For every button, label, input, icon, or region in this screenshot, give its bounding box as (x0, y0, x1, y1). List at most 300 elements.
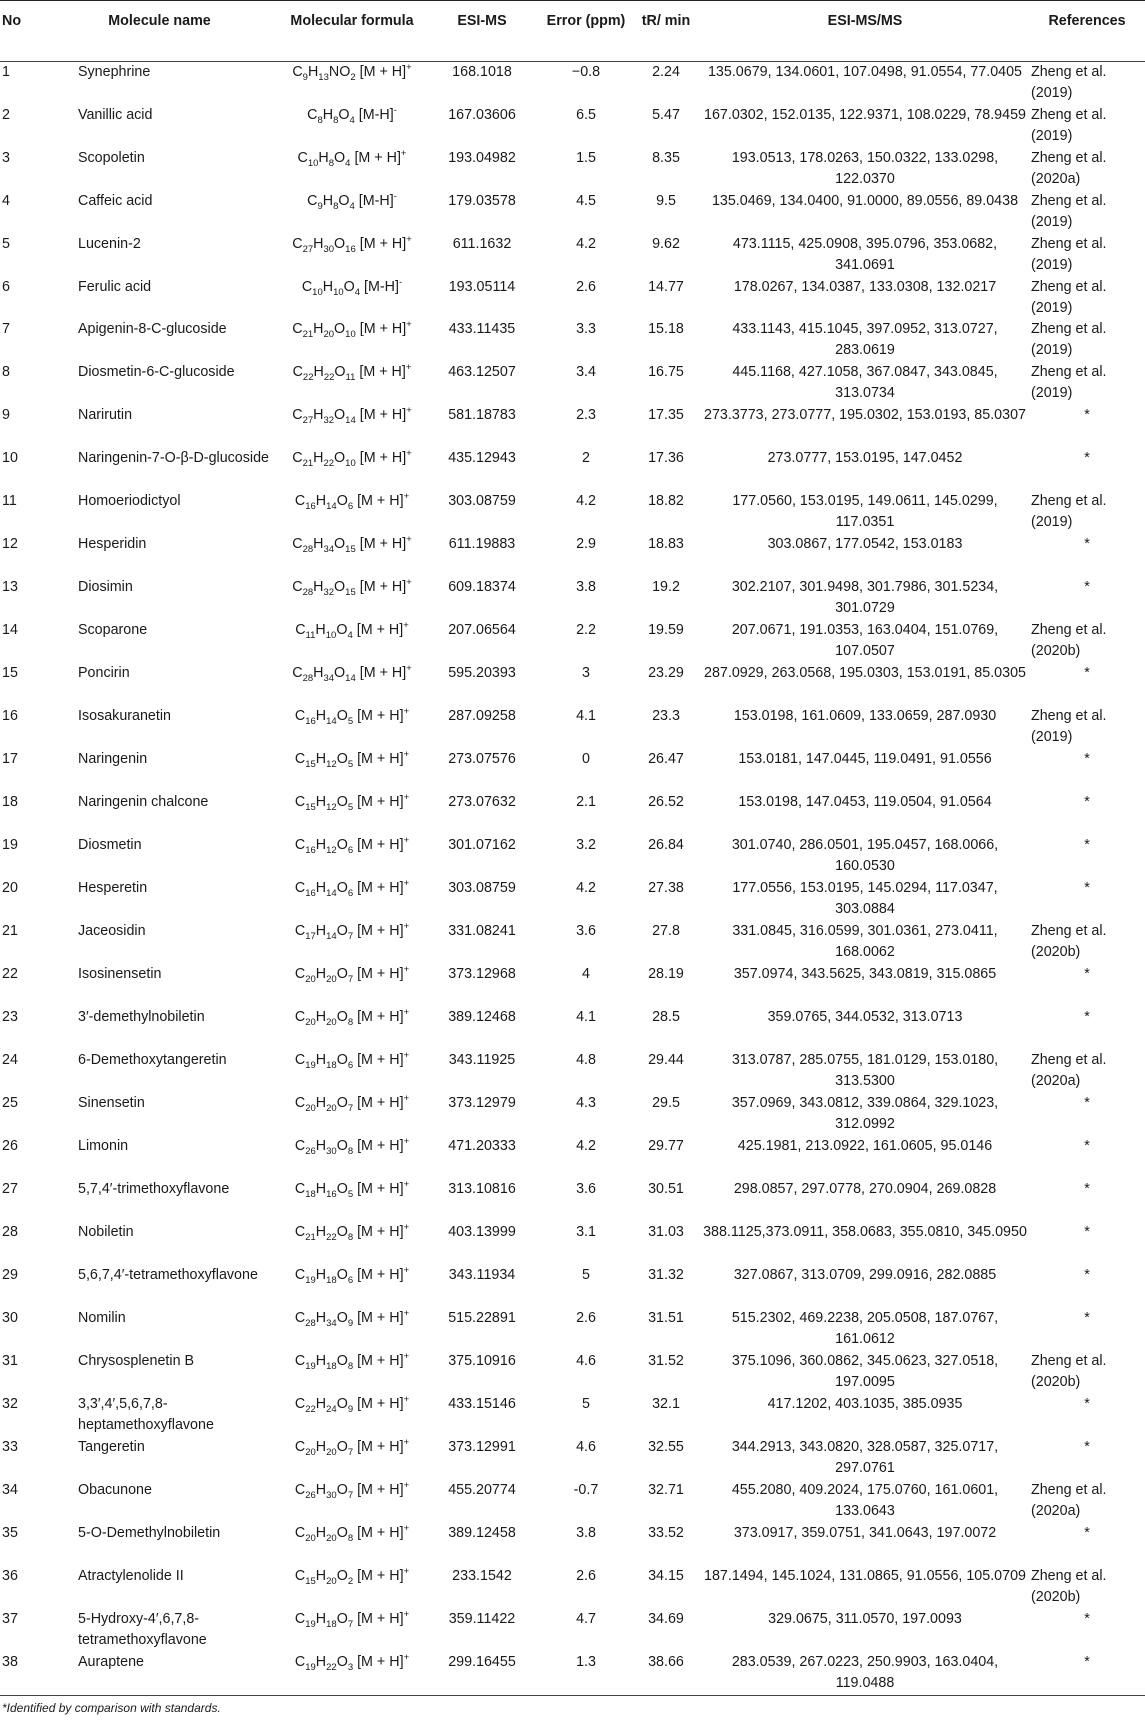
row-retention-time: 23.29 (648, 665, 684, 681)
row-retention-time: 34.69 (648, 1611, 684, 1627)
row-error: 4.3 (576, 1095, 596, 1111)
row-esi-msms: 193.0513, 178.0263, 150.0322, 133.0298, 122.0370 (731, 150, 999, 187)
row-molecular-formula: $C_{16}H_{14}O_5$ [M + H]+ (294, 706, 410, 727)
row-retention-time: 9.5 (656, 193, 676, 209)
row-molecular-formula: $C_{21}H_{22}O_{10}$ [M + H]+ (292, 448, 412, 469)
row-esi-msms: 273.3773, 273.0777, 195.0302, 153.0193, 85.0307 (704, 407, 1026, 423)
row-error: 3.3 (576, 321, 596, 337)
row-retention-time: 26.84 (648, 837, 684, 853)
row-esi-ms: 303.08759 (448, 493, 516, 509)
table-row (0, 1308, 1145, 1351)
table-row (0, 1136, 1145, 1179)
row-no: 22 (2, 966, 18, 982)
row-molecular-formula: $C_{16}H_{14}O_6$ [M + H]+ (294, 878, 410, 899)
row-no: 19 (2, 837, 18, 853)
table-row (0, 1050, 1145, 1093)
row-error: 2.2 (576, 622, 596, 638)
row-retention-time: 2.24 (652, 64, 680, 80)
row-molecule-name: Apigenin-8-C-glucoside (78, 321, 227, 337)
row-esi-msms: 329.0675, 311.0570, 197.0093 (768, 1611, 962, 1627)
row-molecule-name: Isosakuranetin (78, 708, 171, 724)
row-esi-msms: 344.2913, 343.0820, 328.0587, 325.0717, 297.0761 (731, 1439, 999, 1476)
row-no: 29 (2, 1267, 18, 1283)
row-esi-msms: 417.1202, 403.1035, 385.0935 (767, 1396, 963, 1412)
table-row (0, 1609, 1145, 1652)
row-error: 2.6 (576, 279, 596, 295)
row-retention-time: 27.8 (652, 923, 680, 939)
row-molecular-formula: $C_{26}H_{30}O_8$ [M + H]+ (294, 1136, 410, 1157)
row-molecular-formula: $C_{21}H_{20}O_{10}$ [M + H]+ (292, 319, 412, 340)
row-reference: Zheng et al. (2020a) (1031, 1482, 1107, 1519)
row-reference: Zheng et al. (2020a) (1031, 150, 1107, 187)
header-row (0, 1, 1145, 62)
row-esi-ms: 299.16455 (423, 1652, 541, 1696)
table-row (0, 319, 1145, 362)
row-esi-ms: 403.13999 (448, 1224, 516, 1240)
table-row (0, 1480, 1145, 1523)
row-retention-time: 5.47 (652, 107, 680, 123)
row-error: 5 (582, 1396, 590, 1412)
row-error: 2.6 (576, 1568, 596, 1584)
row-molecular-formula: $C_{20}H_{20}O_7$ [M + H]+ (294, 1437, 410, 1458)
table-row (0, 448, 1145, 491)
row-molecular-formula: $C_8H_8O_4$ [M-H]- (307, 105, 397, 126)
row-molecular-formula: $C_{21}H_{22}O_8$ [M + H]+ (294, 1222, 410, 1243)
row-esi-msms: 187.1494, 145.1024, 131.0865, 91.0556, 105.0709 (704, 1568, 1026, 1584)
row-reference: * (1084, 1224, 1090, 1240)
row-esi-msms: 177.0556, 153.0195, 145.0294, 117.0347, 303.0884 (732, 880, 998, 917)
row-molecular-formula: $C_{28}H_{32}O_{15}$ [M + H]+ (292, 577, 412, 598)
table-row (0, 1523, 1145, 1566)
row-esi-msms: 433.1143, 415.1045, 397.0952, 313.0727, 283.0619 (732, 321, 998, 358)
row-no: 31 (2, 1353, 18, 1369)
row-molecule-name: 5,7,4′-trimethoxyflavone (78, 1181, 230, 1197)
row-no: 36 (2, 1568, 18, 1584)
table-row (0, 1437, 1145, 1480)
row-reference: * (1084, 665, 1090, 681)
row-no: 24 (2, 1052, 18, 1068)
row-error: -0.7 (573, 1482, 599, 1498)
row-molecule-name: Naringenin-7-O-β-D-glucoside (78, 450, 269, 466)
row-error: 3.6 (576, 923, 596, 939)
row-retention-time: 26.47 (648, 751, 684, 767)
row-esi-ms: 303.08759 (448, 880, 516, 896)
row-retention-time: 29.5 (652, 1095, 680, 1111)
header-molecular-formula: Molecular formula (281, 1, 423, 62)
row-no: 23 (2, 1009, 18, 1025)
row-error: 1.3 (541, 1652, 631, 1696)
row-molecule-name: Scopoletin (78, 150, 145, 166)
row-no: 15 (2, 665, 18, 681)
row-molecular-formula: $C_{10}H_{10}O_4$ [M-H]- (301, 277, 403, 298)
row-reference: * (1084, 536, 1090, 552)
row-esi-ms: 331.08241 (448, 923, 516, 939)
header-molecule-name: Molecule name (38, 1, 281, 62)
row-molecule-name: Nomilin (78, 1310, 126, 1326)
row-molecule-name: Naringenin (78, 751, 148, 767)
row-reference: Zheng et al. (2019) (1031, 321, 1107, 358)
row-molecular-formula: $C_{26}H_{30}O_7$ [M + H]+ (294, 1480, 410, 1501)
table-row (0, 148, 1145, 191)
row-retention-time: 29.77 (648, 1138, 684, 1154)
row-esi-msms: 473.1115, 425.0908, 395.0796, 353.0682, 341.0691 (732, 236, 998, 273)
row-error: 4.1 (576, 1009, 596, 1025)
row-error: 6.5 (576, 107, 596, 123)
row-esi-msms: 177.0560, 153.0195, 149.0611, 145.0299, 117.0351 (732, 493, 998, 530)
row-molecular-formula: $C_{28}H_{34}O_{15}$ [M + H]+ (292, 534, 412, 555)
table-row (0, 1265, 1145, 1308)
table-row (0, 105, 1145, 148)
row-reference: * (1084, 751, 1090, 767)
table-row (0, 577, 1145, 620)
row-esi-ms: 611.1632 (452, 236, 512, 252)
table-row (0, 534, 1145, 577)
row-esi-msms: 313.0787, 285.0755, 181.0129, 153.0180, 313.5300 (731, 1052, 999, 1089)
row-molecule-name: Tangeretin (78, 1439, 145, 1455)
row-retention-time: 31.03 (648, 1224, 684, 1240)
row-molecule-name: Auraptene (38, 1652, 281, 1696)
header-retention-time: tR/ min (631, 1, 701, 62)
table-row (0, 1566, 1145, 1609)
row-esi-ms: 343.11925 (448, 1052, 516, 1068)
row-no: 32 (2, 1396, 18, 1412)
row-reference: * (1084, 1396, 1090, 1412)
table-row (0, 1222, 1145, 1265)
row-esi-ms: 373.12968 (448, 966, 516, 982)
row-reference: Zheng et al. (2019) (1031, 107, 1107, 144)
row-esi-ms: 471.20333 (448, 1138, 516, 1154)
row-esi-msms: 153.0181, 147.0445, 119.0491, 91.0556 (738, 751, 992, 767)
row-error: 0 (582, 751, 590, 767)
row-error: 2.9 (576, 536, 596, 552)
row-esi-msms: 357.0974, 343.5625, 343.0819, 315.0865 (733, 966, 997, 982)
row-molecule-name: Naringenin chalcone (78, 794, 209, 810)
table-row (0, 964, 1145, 1007)
row-molecular-formula: $C_{18}H_{16}O_5$ [M + H]+ (294, 1179, 410, 1200)
row-esi-ms: 373.12979 (448, 1095, 516, 1111)
table-row (0, 792, 1145, 835)
row-no: 8 (2, 364, 10, 380)
row-esi-ms: 455.20774 (448, 1482, 516, 1498)
table-row (0, 878, 1145, 921)
row-reference: * (1084, 407, 1090, 423)
row-molecule-name: Sinensetin (78, 1095, 145, 1111)
table-row (0, 749, 1145, 792)
row-no: 13 (2, 579, 18, 595)
row-no: 12 (2, 536, 18, 552)
row-esi-ms: 273.07576 (448, 751, 516, 767)
header-error: Error (ppm) (541, 1, 631, 62)
row-retention-time: 14.77 (648, 279, 684, 295)
row-retention-time: 19.2 (652, 579, 680, 595)
row-molecular-formula: $C_{19}H_{18}O_7$ [M + H]+ (294, 1609, 410, 1630)
row-reference: Zheng et al. (2020a) (1031, 1052, 1107, 1089)
row-error: 4 (582, 966, 590, 982)
row-reference: Zheng et al. (2019) (1031, 193, 1107, 230)
row-retention-time: 33.52 (648, 1525, 684, 1541)
row-no: 14 (2, 622, 18, 638)
row-esi-ms: 595.20393 (448, 665, 516, 681)
row-molecule-name: Caffeic acid (78, 193, 153, 209)
row-esi-ms: 389.12458 (448, 1525, 516, 1541)
row-retention-time: 18.83 (648, 536, 684, 552)
row-reference: Zheng et al. (2019) (1031, 236, 1107, 273)
row-reference: * (1029, 1652, 1145, 1696)
row-molecule-name: 6-Demethoxytangeretin (78, 1052, 227, 1068)
row-esi-msms: 178.0267, 134.0387, 133.0308, 132.0217 (733, 279, 997, 295)
row-molecule-name: Hesperetin (78, 880, 148, 896)
row-reference: * (1084, 1439, 1090, 1455)
row-esi-msms: 153.0198, 147.0453, 119.0504, 91.0564 (738, 794, 992, 810)
row-molecular-formula: $C_{10}H_8O_4$ [M + H]+ (297, 148, 407, 169)
row-molecule-name: 5,6,7,4′-tetramethoxyflavone (78, 1267, 258, 1283)
row-error: 2.1 (576, 794, 596, 810)
table-row (0, 362, 1145, 405)
row-esi-msms: 135.0469, 134.0400, 91.0000, 89.0556, 89.0438 (711, 193, 1019, 209)
row-reference: * (1084, 1310, 1090, 1326)
row-molecule-name: Poncirin (78, 665, 130, 681)
row-error: 4.1 (576, 708, 596, 724)
table-row (0, 1007, 1145, 1050)
row-esi-ms: 313.10816 (448, 1181, 516, 1197)
row-molecular-formula: $C_{16}H_{14}O_6$ [M + H]+ (294, 491, 410, 512)
row-molecular-formula: $C_{28}H_{34}O_{14}$ [M + H]+ (292, 663, 412, 684)
row-no: 28 (2, 1224, 18, 1240)
row-molecular-formula: $C_{22}H_{22}O_{11}$ [M + H]+ (292, 362, 412, 383)
row-molecule-name: Isosinensetin (78, 966, 162, 982)
row-retention-time: 9.62 (652, 236, 680, 252)
row-error: 3 (582, 665, 590, 681)
row-retention-time: 32.55 (648, 1439, 684, 1455)
row-reference: * (1084, 1009, 1090, 1025)
row-no: 6 (2, 279, 10, 295)
row-molecular-formula: $C_{15}H_{12}O_5$ [M + H]+ (294, 792, 410, 813)
row-reference: * (1084, 1181, 1090, 1197)
row-esi-msms: 359.0765, 344.0532, 313.0713 (767, 1009, 963, 1025)
row-error: 4.7 (576, 1611, 596, 1627)
row-no: 16 (2, 708, 18, 724)
row-retention-time: 27.38 (648, 880, 684, 896)
row-esi-msms: 273.0777, 153.0195, 147.0452 (767, 450, 963, 466)
row-error: 5 (582, 1267, 590, 1283)
row-molecule-name: 3′-demethylnobiletin (78, 1009, 205, 1025)
row-reference: * (1084, 1138, 1090, 1154)
row-esi-ms: 233.1542 (452, 1568, 512, 1584)
row-no: 4 (2, 193, 10, 209)
row-retention-time: 26.52 (648, 794, 684, 810)
row-esi-msms: 445.1168, 427.1058, 367.0847, 343.0845, 313.0734 (732, 364, 998, 401)
row-molecular-formula: $C_{27}H_{32}O_{14}$ [M + H]+ (292, 405, 412, 426)
row-no: 10 (2, 450, 18, 466)
row-reference: * (1084, 794, 1090, 810)
row-esi-ms: 609.18374 (448, 579, 516, 595)
row-error: 4.2 (576, 493, 596, 509)
row-retention-time: 23.3 (652, 708, 680, 724)
row-no: 17 (2, 751, 18, 767)
row-molecule-name: Narirutin (78, 407, 133, 423)
row-molecule-name: Limonin (78, 1138, 129, 1154)
footnote: *Identified by comparison with standards. (2, 1701, 221, 1715)
row-retention-time: 34.15 (648, 1568, 684, 1584)
row-molecular-formula: $C_9H_8O_4$ [M-H]- (307, 191, 397, 212)
table-row (0, 1652, 1145, 1696)
row-no: 3 (2, 150, 10, 166)
row-molecular-formula: $C_{20}H_{20}O_7$ [M + H]+ (294, 1093, 410, 1114)
row-reference: Zheng et al. (2019) (1031, 279, 1107, 316)
row-retention-time: 31.51 (648, 1310, 684, 1326)
row-esi-msms: 302.2107, 301.9498, 301.7986, 301.5234, 301.0729 (731, 579, 999, 616)
row-no: 21 (2, 923, 18, 939)
row-molecule-name: Ferulic acid (78, 279, 152, 295)
row-molecular-formula: $C_{22}H_{24}O_9$ [M + H]+ (294, 1394, 410, 1415)
row-error: 3.4 (576, 364, 596, 380)
row-esi-msms: 425.1981, 213.0922, 161.0605, 95.0146 (737, 1138, 993, 1154)
row-no: 7 (2, 321, 10, 337)
row-no: 20 (2, 880, 18, 896)
header-esi-ms: ESI-MS (423, 1, 541, 62)
table-row (0, 620, 1145, 663)
row-reference: Zheng et al. (2019) (1031, 64, 1107, 101)
row-esi-ms: 359.11422 (448, 1611, 516, 1627)
row-esi-ms: 389.12468 (448, 1009, 516, 1025)
row-retention-time: 17.36 (648, 450, 684, 466)
row-esi-ms: 193.04982 (448, 150, 516, 166)
row-esi-msms: 153.0198, 161.0609, 133.0659, 287.0930 (733, 708, 997, 724)
table-row (0, 1351, 1145, 1394)
row-esi-ms: 433.11435 (448, 321, 516, 337)
row-esi-ms: 167.03606 (448, 107, 516, 123)
row-esi-ms: 373.12991 (448, 1439, 516, 1455)
table-row (0, 405, 1145, 448)
row-error: 3.8 (576, 579, 596, 595)
row-error: −0.8 (571, 64, 601, 80)
row-molecule-name: Synephrine (78, 64, 151, 80)
table-body (0, 62, 1145, 1696)
row-reference: * (1084, 1525, 1090, 1541)
row-molecule-name: Vanillic acid (78, 107, 153, 123)
row-retention-time: 31.32 (648, 1267, 684, 1283)
row-molecule-name: Chrysosplenetin B (78, 1353, 195, 1369)
row-molecular-formula: $C_{17}H_{14}O_7$ [M + H]+ (294, 921, 410, 942)
row-retention-time: 19.59 (648, 622, 684, 638)
row-error: 4.8 (576, 1052, 596, 1068)
row-error: 1.5 (576, 150, 596, 166)
row-no: 25 (2, 1095, 18, 1111)
row-esi-msms: 135.0679, 134.0601, 107.0498, 91.0554, 77.0405 (707, 64, 1023, 80)
table-row (0, 663, 1145, 706)
table-row (0, 277, 1145, 319)
row-retention-time: 16.75 (648, 364, 684, 380)
row-reference: * (1084, 579, 1090, 595)
row-no: 1 (2, 64, 10, 80)
row-retention-time: 38.66 (631, 1652, 701, 1696)
row-esi-msms: 301.0740, 286.0501, 195.0457, 168.0066, 160.0530 (731, 837, 999, 874)
row-esi-msms: 373.0917, 359.0751, 341.0643, 197.0072 (733, 1525, 997, 1541)
row-no: 26 (2, 1138, 18, 1154)
row-no: 30 (2, 1310, 18, 1326)
row-molecule-name: Homoeriodictyol (78, 493, 181, 509)
row-esi-msms: 327.0867, 313.0709, 299.0916, 282.0885 (733, 1267, 997, 1283)
row-esi-ms: 193.05114 (448, 279, 516, 295)
row-retention-time: 28.5 (652, 1009, 680, 1025)
row-molecule-name: Lucenin-2 (78, 236, 141, 252)
row-no: 5 (2, 236, 10, 252)
row-molecular-formula: $C_{20}H_{20}O_8$ [M + H]+ (294, 1007, 410, 1028)
row-retention-time: 15.18 (648, 321, 684, 337)
row-esi-msms: 303.0867, 177.0542, 153.0183 (767, 536, 963, 552)
row-esi-msms: 283.0539, 267.0223, 250.9903, 163.0404, 119.0488 (701, 1652, 1029, 1696)
row-esi-msms: 287.0929, 263.0568, 195.0303, 153.0191, 85.0305 (704, 665, 1026, 681)
row-esi-ms: 273.07632 (448, 794, 516, 810)
row-esi-ms: 433.15146 (448, 1396, 516, 1412)
row-retention-time: 29.44 (648, 1052, 684, 1068)
row-esi-ms: 287.09258 (448, 708, 516, 724)
row-no: 2 (2, 107, 10, 123)
row-molecule-name: Diosimin (78, 579, 133, 595)
row-molecule-name: Atractylenolide II (78, 1568, 184, 1584)
row-error: 2 (582, 450, 590, 466)
table-row (0, 191, 1145, 234)
row-error: 3.8 (576, 1525, 596, 1541)
header-esi-msms: ESI-MS/MS (701, 1, 1029, 62)
row-no: 18 (2, 794, 18, 810)
row-esi-msms: 357.0969, 343.0812, 339.0864, 329.1023, 312.0992 (731, 1095, 999, 1132)
row-molecule-name: Nobiletin (78, 1224, 134, 1240)
table-row (0, 1394, 1145, 1437)
row-reference: * (1084, 880, 1090, 896)
row-retention-time: 28.19 (648, 966, 684, 982)
table-row (0, 1093, 1145, 1136)
row-molecule-name: 5-Hydroxy-4′,6,7,8-tetramethoxyflavone (78, 1611, 207, 1648)
row-molecular-formula: $C_{19}H_{22}O_3$ [M + H]+ (281, 1652, 423, 1696)
row-esi-ms: 375.10916 (448, 1353, 516, 1369)
row-reference: Zheng et al. (2020b) (1031, 1568, 1107, 1605)
table-row (0, 921, 1145, 964)
row-esi-ms: 301.07162 (448, 837, 516, 853)
row-reference: * (1084, 1267, 1090, 1283)
row-molecule-name: Diosmetin-6-C-glucoside (78, 364, 235, 380)
row-molecular-formula: $C_{27}H_{30}O_{16}$ [M + H]+ (292, 234, 412, 255)
row-esi-msms: 388.1125,373.0911, 358.0683, 355.0810, 345.0950 (703, 1224, 1027, 1240)
row-retention-time: 18.82 (648, 493, 684, 509)
table-row (0, 234, 1145, 277)
row-molecular-formula: $C_{15}H_{12}O_5$ [M + H]+ (294, 749, 410, 770)
row-esi-ms: 611.19883 (448, 536, 516, 552)
row-esi-ms: 435.12943 (448, 450, 516, 466)
row-esi-ms: 179.03578 (448, 193, 516, 209)
row-molecular-formula: $C_{16}H_{12}O_6$ [M + H]+ (294, 835, 410, 856)
row-error: 4.6 (576, 1353, 596, 1369)
row-molecular-formula: $C_{20}H_{20}O_7$ [M + H]+ (294, 964, 410, 985)
row-esi-msms: 298.0857, 297.0778, 270.0904, 269.0828 (733, 1181, 997, 1197)
row-molecule-name: 3,3′,4′,5,6,7,8-heptamethoxyflavone (78, 1396, 214, 1433)
row-molecule-name: Hesperidin (78, 536, 147, 552)
table-row (0, 62, 1145, 106)
row-molecular-formula: $C_{19}H_{18}O_6$ [M + H]+ (294, 1050, 410, 1071)
row-error: 4.5 (576, 193, 596, 209)
row-no: 34 (2, 1482, 18, 1498)
row-molecular-formula: $C_9H_{13}NO_2$ [M + H]+ (292, 62, 412, 83)
row-esi-ms: 581.18783 (448, 407, 516, 423)
row-error: 2.3 (576, 407, 596, 423)
row-esi-ms: 207.06564 (448, 622, 516, 638)
row-error: 4.2 (576, 236, 596, 252)
row-molecule-name: Scoparone (78, 622, 148, 638)
row-error: 3.1 (576, 1224, 596, 1240)
row-no: 33 (2, 1439, 18, 1455)
row-reference: * (1084, 1611, 1090, 1627)
table-row (0, 835, 1145, 878)
